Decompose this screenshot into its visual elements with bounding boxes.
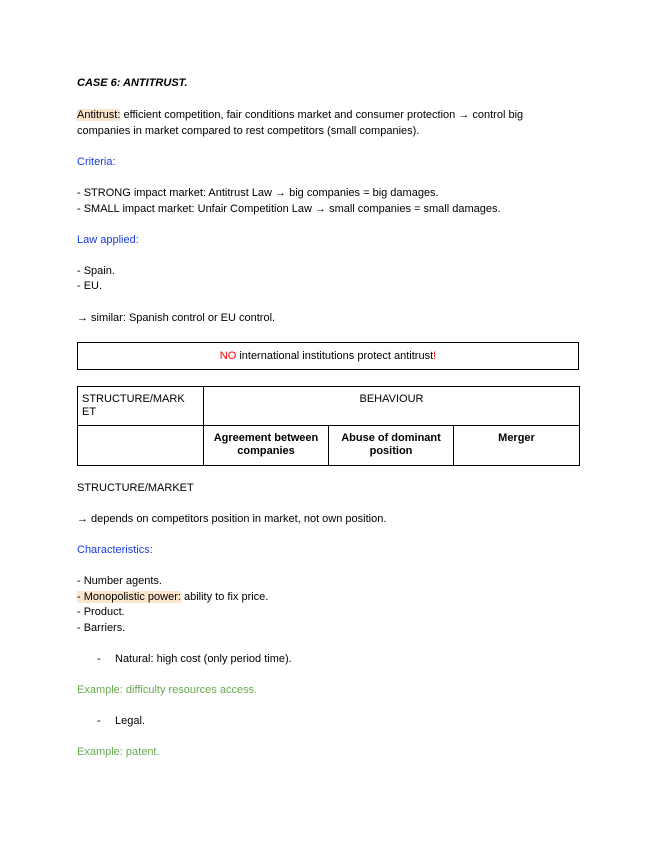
characteristics-item: - Barriers. [77,622,126,634]
behaviour-table [77,386,580,466]
empty-cell [78,426,204,466]
notice-prefix: NO [219,350,237,362]
column-agreement: Agreement between companies [204,426,329,466]
column-merger: Merger [454,426,580,466]
behaviour-header-cell: BEHAVIOUR [204,387,580,426]
law-heading: Law applied: [77,234,139,246]
notice-suffix: ! [433,350,437,362]
characteristics-item-monopolistic [77,590,268,604]
table-header-row [78,387,580,426]
law-note: → similar: Spanish control or EU control. [77,312,276,324]
characteristics-heading: Characteristics: [77,544,153,556]
law-item: - EU. [77,280,103,292]
structure-header-line: ET [82,406,97,418]
monopolistic-text: ability to fix price. [180,591,269,603]
case-title: CASE 6: ANTITRUST. [77,77,188,89]
intro-line-2: companies in market compared to rest competitors (small companies). [77,125,420,137]
structure-note: → depends on competitors position in market, not own position. [77,513,387,525]
natural-barrier: Natural: high cost (only period time). [115,653,292,665]
notice-box [77,342,579,370]
criteria-item: - STRONG impact market: Antitrust Law → big companies = big damages. [77,187,439,199]
structure-heading: STRUCTURE/MARKET [77,482,194,494]
column-abuse: Abuse of dominant position [329,426,454,466]
law-item: - Spain. [77,265,115,277]
legal-example: Example: patent. [77,746,160,758]
legal-barrier: Legal. [115,715,145,727]
natural-example: Example: difficulty resources access. [77,684,258,696]
criteria-heading: Criteria: [77,156,116,168]
structure-header-cell [78,387,204,426]
legal-dash: - [97,715,101,727]
antitrust-term: Antitrust: [77,109,121,121]
notice-text: international institutions protect antitrust [236,350,434,362]
characteristics-item: - Number agents. [77,575,162,587]
criteria-item: - SMALL impact market: Unfair Competition Law → small companies = small damages. [77,203,501,215]
natural-dash: - [97,653,101,665]
characteristics-item: - Product. [77,606,125,618]
table-row [78,426,580,466]
structure-header-line: STRUCTURE/MARK [82,393,185,405]
intro-line-1 [77,108,523,122]
monopolistic-term: - Monopolistic power: [77,591,181,603]
intro-text-1: efficient competition, fair conditions market and consumer protection → control big [120,109,524,121]
